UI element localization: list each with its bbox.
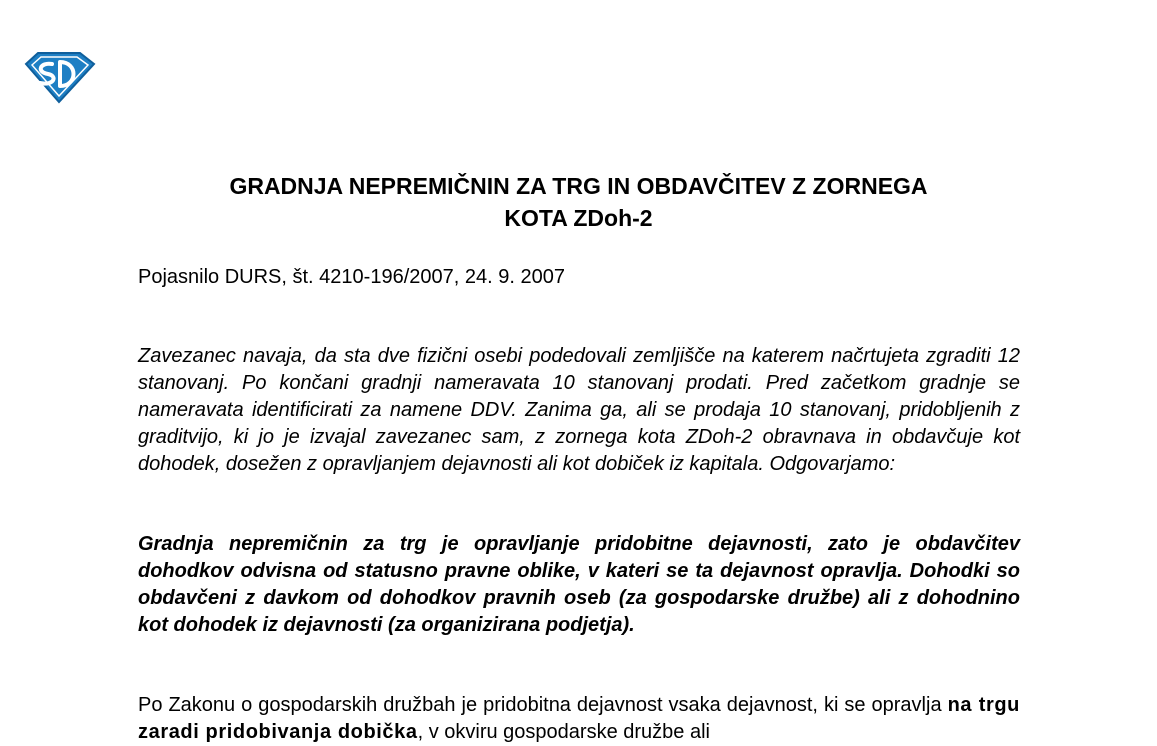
shield-logo-icon [22, 50, 96, 104]
law-paragraph-text-1: Po Zakonu o gospodarskih družbah je pridobitna dejavnost vsaka dejavnost, ki se opravlja [138, 694, 948, 716]
law-paragraph-text-2: , v okviru gospodarske družbe ali [417, 721, 710, 743]
title-line-1: GRADNJA NEPREMIČNIN ZA TRG IN OBDAVČITEV Z ZORNEGA [229, 173, 928, 199]
document-title [100, 170, 1057, 234]
question-paragraph: Zavezanec navaja, da sta dve fizični osebi podedovali zemljišče na katerem načrtujeta zgraditi 12 stanovanj. Po končani gradnji nameravata 10 stanovanj prodati. Pred začetkom gradnje se nameravata identificirati za namene DDV. Zanima ga, ali se prodaja 10 stanovanj, pridobljenih z graditvijo, ki jo je izvajal zavezanec sam, z zornega kota ZDoh-2 obravnava in obdavčuje kot dohodek, dosežen z opravljanjem dejavnosti ali kot dobiček iz kapitala. Odgovarjamo: [138, 345, 1020, 475]
law-paragraph-emphasis: na trgu zaradi pridobivanja dobička [138, 694, 1020, 743]
durs-logo [22, 50, 96, 104]
title-line-2: KOTA ZDoh-2 [504, 205, 653, 231]
answer-summary-paragraph: Gradnja nepremičnin za trg je opravljanje pridobitne dejavnosti, zato je obdavčitev dohodkov odvisna od statusno pravne oblike, v kateri se ta dejavnost opravlja. Dohodki so obdavčeni z davkom od dohodkov pravnih oseb (za gospodarske družbe) ali z dohodnino kot dohodek iz dejavnosti (za organizirana podjetja). [138, 533, 1020, 636]
law-paragraph [138, 692, 1020, 746]
source-reference: Pojasnilo DURS, št. 4210-196/2007, 24. 9. 2007 [138, 266, 565, 288]
